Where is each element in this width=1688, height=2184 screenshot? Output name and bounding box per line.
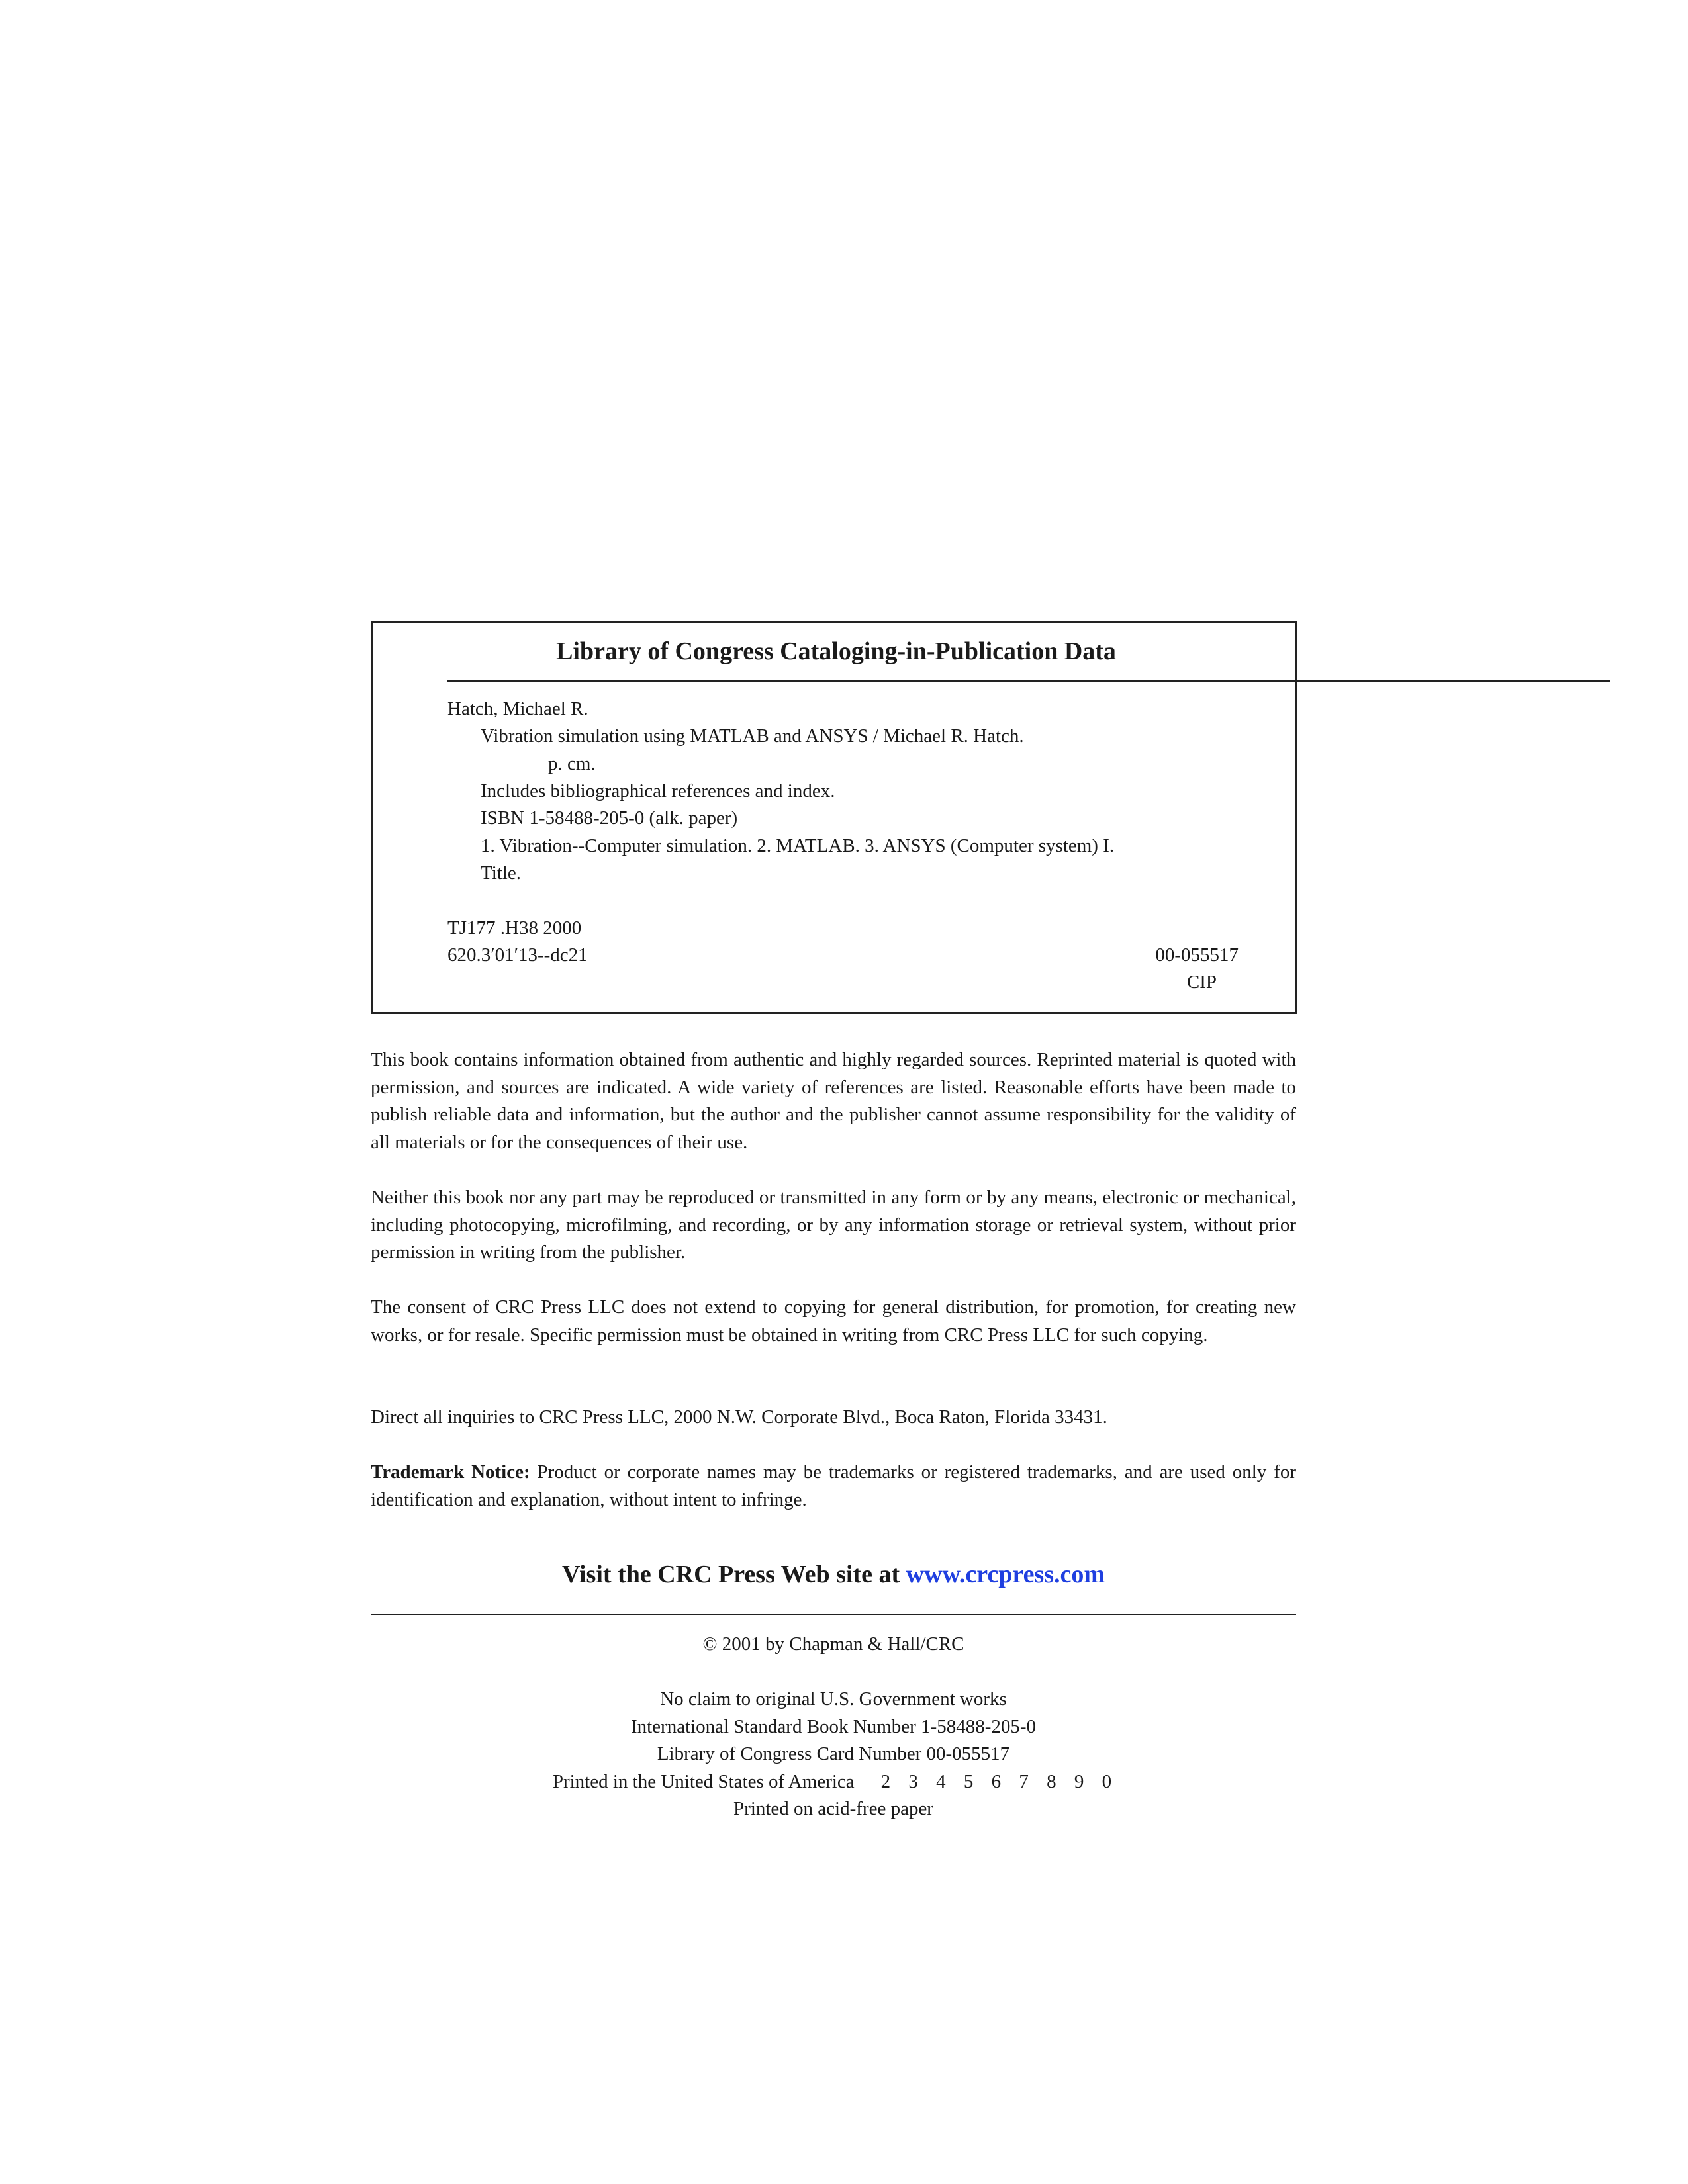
cip-subjects-1: 1. Vibration--Computer simulation. 2. MATLAB. 3. ANSYS (Computer system) I. (481, 835, 1115, 856)
consent-paragraph: The consent of CRC Press LLC does not extend to copying for general distribution, for promotion, for creating new works, or for resale. Specific permission must be obtained in writing from CRC Press LLC for such copying. (371, 1297, 1296, 1345)
cip-data-box (371, 621, 1297, 1014)
cip-bibliography: Includes bibliographical references and index. (481, 780, 835, 801)
printed-in-text: Printed in the United States of America (552, 1771, 855, 1792)
cip-call-number: TJ177 .H38 2000 (447, 917, 582, 938)
cip-title: Library of Congress Cataloging-in-Publication Data (556, 637, 1116, 665)
isbn-line: International Standard Book Number 1-58488-205-0 (630, 1716, 1037, 1737)
imprint-rule (371, 1614, 1296, 1615)
printed-in-line (371, 1768, 1296, 1795)
visit-website-line (371, 1558, 1296, 1591)
sources-paragraph: This book contains information obtained from authentic and highly regarded sources. Reprinted material is quoted with permission, and sources are indicated. A wide variety of references are listed. Reasonable efforts have been made to publish reliable data and information, but the author and the publisher cannot assume responsibility for the validity of all materials or for the consequences of their use. (371, 1049, 1296, 1153)
copyright-line: © 2001 by Chapman & Hall/CRC (702, 1633, 964, 1655)
no-claim-line: No claim to original U.S. Government works (660, 1688, 1007, 1709)
visit-text: Visit the CRC Press Web site at (561, 1561, 906, 1588)
print-run-digits: 2 3 4 5 6 7 8 9 0 (880, 1771, 1115, 1792)
cip-label: CIP (1186, 972, 1217, 993)
cip-pcm: p. cm. (548, 753, 596, 774)
cip-book-title: Vibration simulation using MATLAB and ANSYS / Michael R. Hatch. (481, 725, 1024, 747)
inquiries-paragraph: Direct all inquiries to CRC Press LLC, 2000 N.W. Corporate Blvd., Boca Raton, Florida 33431. (371, 1406, 1107, 1428)
cip-subjects-2: Title. (481, 862, 521, 884)
acid-free-line: Printed on acid-free paper (733, 1798, 933, 1819)
trademark-text: Product or corporate names may be trademarks or registered trademarks, and are used only for identification and explanation, without intent to infringe. (371, 1461, 1296, 1510)
cip-isbn: ISBN 1-58488-205-0 (alk. paper) (481, 807, 738, 829)
reproduction-paragraph: Neither this book nor any part may be reproduced or transmitted in any form or by any means, electronic or mechanical, including photocopying, microfilming, and recording, or by any information storage or retrieval system, without prior permission in writing from the publisher. (371, 1187, 1296, 1263)
cip-title-rule (447, 680, 1610, 682)
cip-author: Hatch, Michael R. (447, 698, 588, 719)
trademark-paragraph (371, 1459, 1296, 1514)
trademark-label: Trademark Notice: (371, 1461, 530, 1482)
lccn-line: Library of Congress Card Number 00-055517 (657, 1743, 1010, 1764)
cip-dewey: 620.3′01′13--dc21 (447, 944, 588, 966)
cip-lccn: 00-055517 (1155, 944, 1239, 966)
website-link[interactable]: www.crcpress.com (906, 1561, 1105, 1588)
